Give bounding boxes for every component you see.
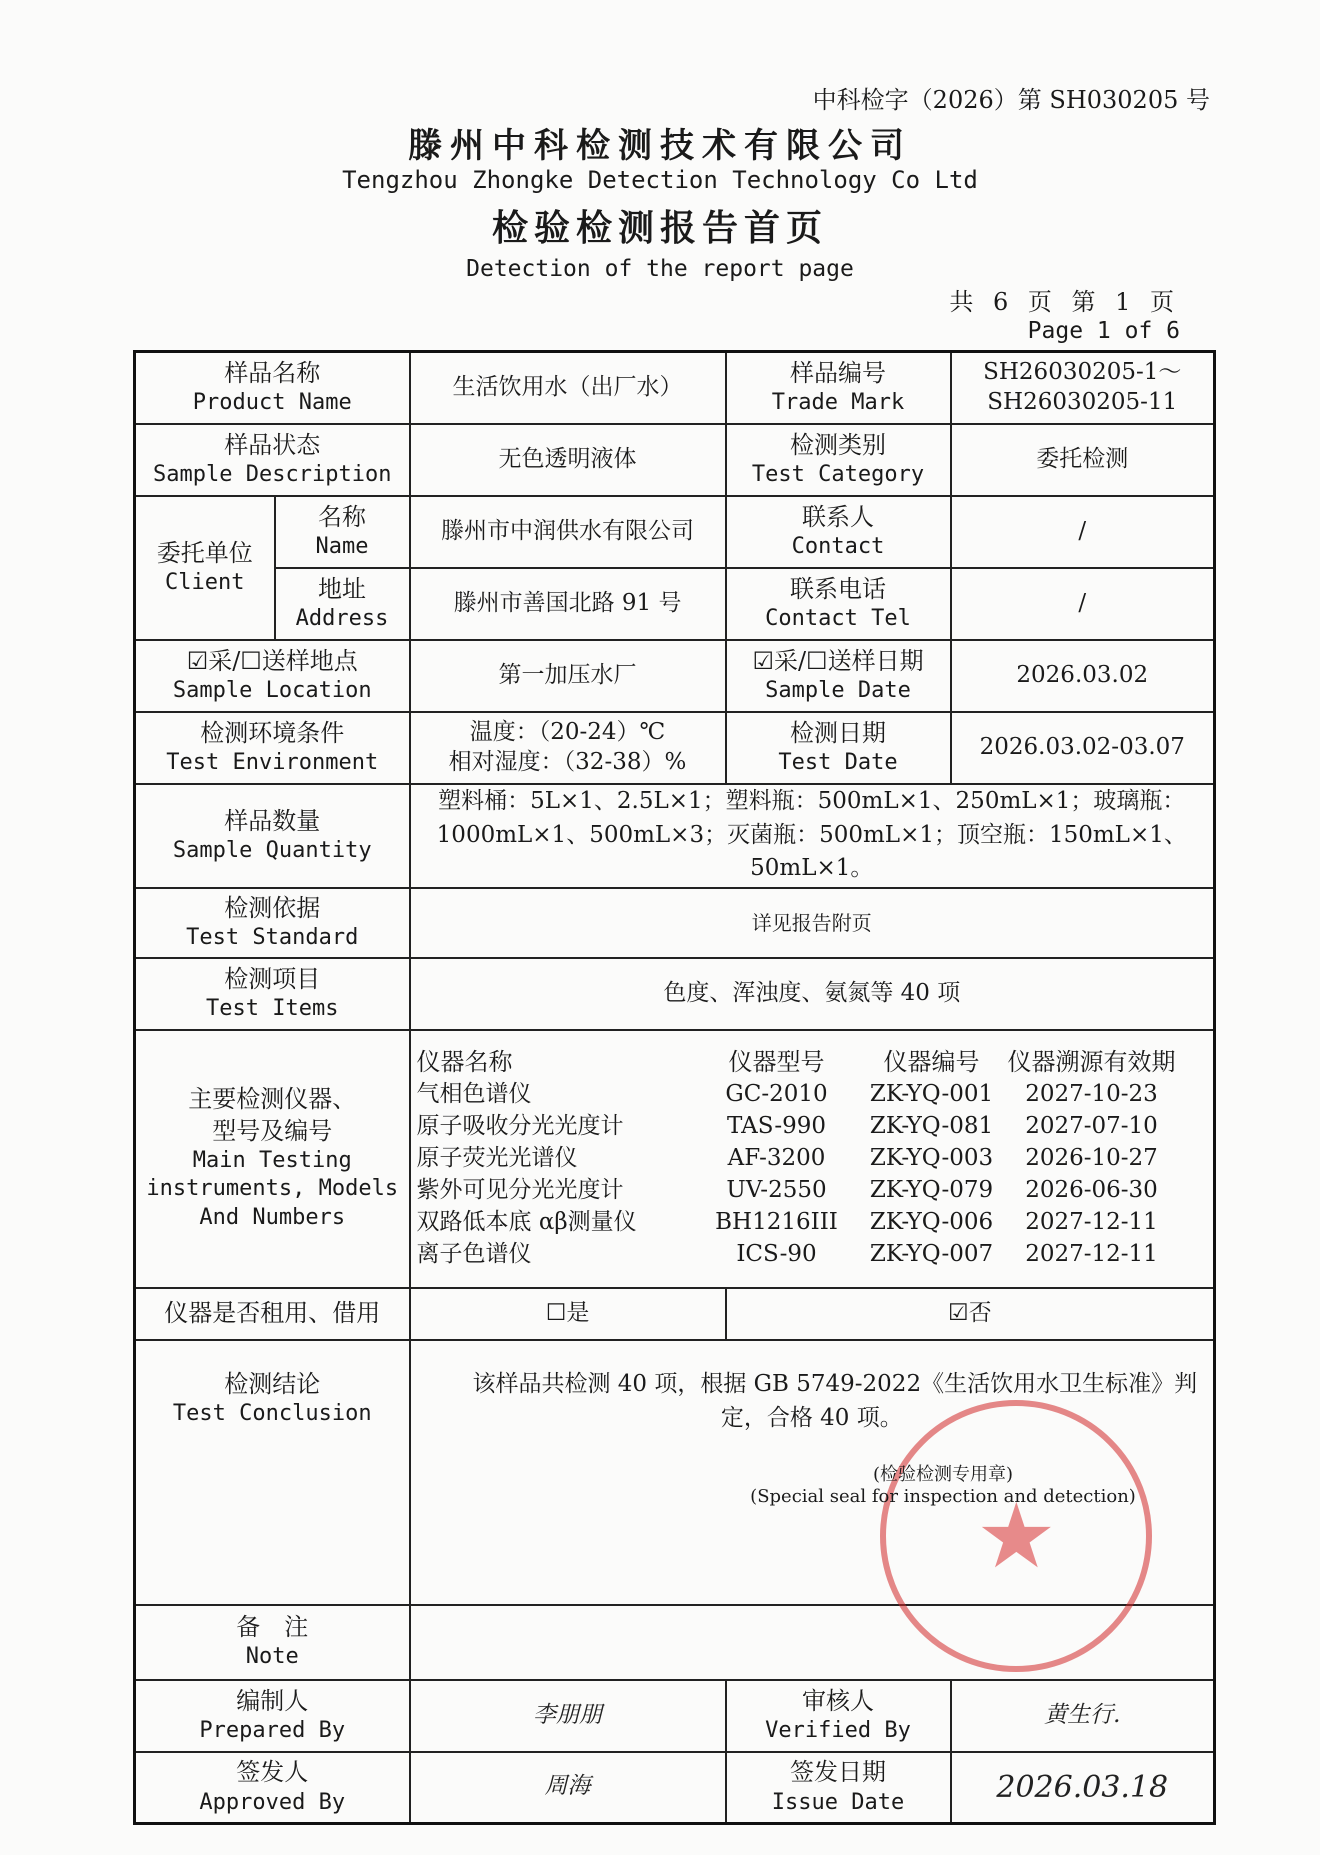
instrument-cell: TAS-990 — [727, 1113, 826, 1140]
instrument-cell: 离子色谱仪 — [416, 1240, 532, 1267]
issue-date-label: 签发日期 Issue Date — [726, 1752, 951, 1824]
contact-tel-label: 联系电话 Contact Tel — [726, 568, 951, 640]
report-title-en: Detection of the report page — [466, 256, 854, 282]
sample-qty-label: 样品数量 Sample Quantity — [135, 784, 410, 888]
instruments-grid — [417, 1047, 1208, 1270]
approved-label: 签发人 Approved By — [135, 1752, 410, 1824]
instrument-cell: ZK-YQ-001 — [869, 1081, 994, 1108]
instrument-cell: ZK-YQ-081 — [869, 1113, 994, 1140]
product-name-value: 生活饮用水（出厂水） — [410, 352, 726, 424]
contact-value: / — [951, 496, 1215, 568]
company-name-en: Tengzhou Zhongke Detection Technology Co Ltd — [342, 166, 978, 194]
instrument-cell: 原子荧光光谱仪 — [416, 1145, 578, 1172]
test-standard-label: 检测依据 Test Standard — [135, 888, 410, 958]
sample-location-label: ☑采/☐送样地点 Sample Location — [135, 640, 410, 712]
instrument-header: 仪器溯源有效期 — [1007, 1048, 1176, 1077]
table-row — [135, 888, 1215, 958]
instrument-cell: ICS-90 — [736, 1240, 817, 1267]
table-row — [135, 1752, 1215, 1824]
page-indicator-en: Page 1 of 6 — [1027, 318, 1180, 344]
instrument-cell: 2026-06-30 — [1025, 1177, 1158, 1204]
table-row — [135, 568, 1215, 640]
report-title-cn: 检验检测报告首页 — [491, 207, 828, 249]
company-name-cn: 滕州中科检测技术有限公司 — [408, 126, 912, 166]
instrument-header: 仪器编号 — [883, 1048, 980, 1077]
sample-date-value: 2026.03.02 — [951, 640, 1215, 712]
instrument-cell: 气相色谱仪 — [416, 1081, 532, 1108]
test-env-value: 温度：（20-24）℃ 相对湿度：（32-38）% — [410, 712, 726, 784]
verified-label: 审核人 Verified By — [726, 1680, 951, 1752]
test-date-value: 2026.03.02-03.07 — [951, 712, 1215, 784]
table-row — [135, 712, 1215, 784]
document-number: 中科检字（2026）第 SH030205 号 — [812, 86, 1210, 114]
instrument-cell: UV-2550 — [726, 1177, 827, 1204]
table-row — [135, 424, 1215, 496]
prepared-label: 编制人 Prepared By — [135, 1680, 410, 1752]
approved-signature: 周海 — [410, 1752, 726, 1824]
seal-caption-en: (Special seal for inspection and detection) — [750, 1486, 1136, 1507]
note-label: 备 注 Note — [135, 1605, 410, 1680]
product-name-label: 样品名称 Product Name — [135, 352, 410, 424]
test-env-label: 检测环境条件 Test Environment — [135, 712, 410, 784]
client-name-value: 滕州市中润供水有限公司 — [410, 496, 726, 568]
instrument-cell: 原子吸收分光光度计 — [416, 1113, 624, 1140]
instrument-cell: ZK-YQ-006 — [869, 1208, 994, 1235]
instrument-cell: ZK-YQ-079 — [869, 1177, 994, 1204]
client-address-label: 地址 Address — [275, 568, 410, 640]
client-name-label: 名称 Name — [275, 496, 410, 568]
verified-signature: 黄生行. — [951, 1680, 1215, 1752]
table-row — [135, 1288, 1215, 1340]
instrument-cell: GC-2010 — [725, 1081, 828, 1108]
instrument-header: 仪器型号 — [728, 1048, 825, 1077]
instrument-cell: 2027-12-11 — [1025, 1240, 1158, 1267]
instrument-cell: BH1216III — [715, 1208, 838, 1235]
trade-mark-label: 样品编号 Trade Mark — [726, 352, 951, 424]
instrument-cell: AF-3200 — [727, 1145, 826, 1172]
instruments-label: 主要检测仪器、 型号及编号 Main Testing instruments, Models And Numbers — [135, 1030, 410, 1288]
instrument-cell: 紫外可见分光光度计 — [416, 1177, 624, 1204]
test-date-label: 检测日期 Test Date — [726, 712, 951, 784]
page-indicator-cn: 共 6 页 第 1 页 — [949, 288, 1180, 316]
rented-no-checkbox[interactable]: ☑否 — [726, 1288, 1215, 1340]
instruments-list — [410, 1030, 1215, 1288]
instrument-cell: 2026-10-27 — [1025, 1145, 1158, 1172]
seal-star-icon: ★ — [976, 1484, 1057, 1589]
sample-desc-label: 样品状态 Sample Description — [135, 424, 410, 496]
instrument-cell: 2027-10-23 — [1025, 1081, 1158, 1108]
sample-qty-value: 塑料桶：5L×1、2.5L×1；塑料瓶：500mL×1、250mL×1；玻璃瓶：1000mL×1、500mL×3；灭菌瓶：500mL×1；顶空瓶：150mL×1、50mL×1。 — [410, 784, 1215, 888]
official-seal — [880, 1400, 1152, 1672]
seal-caption — [743, 1460, 1143, 1507]
instrument-cell: ZK-YQ-003 — [869, 1145, 994, 1172]
client-label: 委托单位 Client — [135, 496, 275, 640]
seal-caption-cn: (检验检测专用章) — [872, 1464, 1014, 1485]
rented-yes-checkbox[interactable]: ☐是 — [410, 1288, 726, 1340]
test-category-value: 委托检测 — [951, 424, 1215, 496]
test-items-label: 检测项目 Test Items — [135, 958, 410, 1030]
test-items-value: 色度、浑浊度、氨氮等 40 项 — [410, 958, 1215, 1030]
table-row — [135, 1030, 1215, 1288]
trade-mark-value: SH26030205-1～ SH26030205-11 — [951, 352, 1215, 424]
table-row — [135, 958, 1215, 1030]
instrument-header: 仪器名称 — [416, 1048, 513, 1077]
sample-desc-value: 无色透明液体 — [410, 424, 726, 496]
contact-tel-value: / — [951, 568, 1215, 640]
client-address-value: 滕州市善国北路 91 号 — [410, 568, 726, 640]
table-row — [135, 352, 1215, 424]
table-row — [135, 496, 1215, 568]
sample-location-value: 第一加压水厂 — [410, 640, 726, 712]
instrument-cell: 2027-07-10 — [1025, 1113, 1158, 1140]
test-standard-value: 详见报告附页 — [410, 888, 1215, 958]
instrument-cell: 2027-12-11 — [1025, 1208, 1158, 1235]
test-category-label: 检测类别 Test Category — [726, 424, 951, 496]
rented-label: 仪器是否租用、借用 — [135, 1288, 410, 1340]
sample-date-label: ☑采/☐送样日期 Sample Date — [726, 640, 951, 712]
conclusion-label: 检测结论 Test Conclusion — [135, 1340, 410, 1605]
table-row — [135, 640, 1215, 712]
instrument-cell: 双路低本底 αβ测量仪 — [416, 1208, 637, 1235]
table-row — [135, 1680, 1215, 1752]
issue-date-value: 2026.03.18 — [951, 1752, 1215, 1824]
contact-label: 联系人 Contact — [726, 496, 951, 568]
prepared-signature: 李朋朋 — [410, 1680, 726, 1752]
conclusion-text: 该样品共检测 40 项，根据 GB 5749-2022《生活饮用水卫生标准》判定，合格 40 项。 — [472, 1370, 1198, 1431]
table-row — [135, 784, 1215, 888]
instrument-cell: ZK-YQ-007 — [869, 1240, 994, 1267]
